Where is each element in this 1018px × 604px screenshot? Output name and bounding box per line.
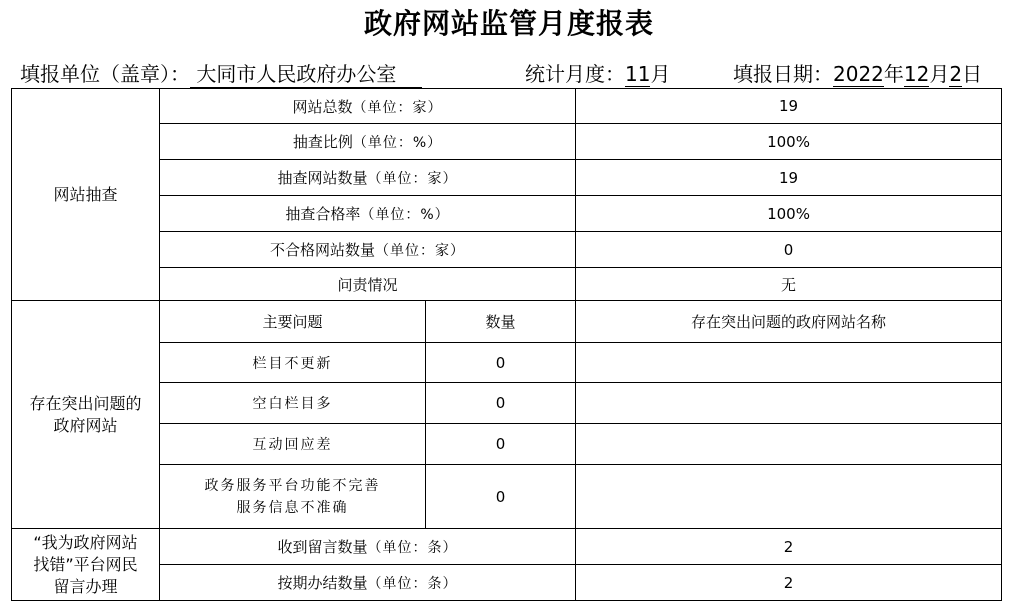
month-value: 11 [625,62,651,86]
group-spot-check: 网站抽查 [12,89,160,301]
row-value: 19 [576,160,1002,196]
header-names: 存在突出问题的政府网站名称 [576,301,1002,343]
problem-sites [576,424,1002,465]
table-row [12,124,1002,160]
problem-count: 0 [426,343,576,383]
unit-label: 填报单位（盖章）： [20,62,190,86]
row-value: 2 [576,565,1002,601]
date-day: 2 [949,62,963,86]
table-row [12,268,1002,301]
table-row [12,301,1002,343]
group-issues: 存在突出问题的 政府网站 [12,301,160,529]
row-value: 2 [576,529,1002,565]
date-year: 2022 [833,62,884,86]
date-label: 填报日期： [733,62,833,86]
date-year-suffix: 年 [883,62,904,86]
table-row [12,196,1002,232]
report-meta [20,58,1005,88]
page-title: 政府网站监管月度报表 [363,7,654,40]
table-row [12,89,1002,124]
problem-label: 栏目不更新 [160,343,426,383]
header-count: 数量 [426,301,576,343]
table-row [12,232,1002,268]
table-row [12,383,1002,424]
row-label: 抽查网站数量（单位：家） [160,160,576,196]
report-date [733,58,982,87]
row-value: 0 [576,232,1002,268]
report-table [11,88,1002,601]
row-value: 100% [576,196,1002,232]
problem-label: 空白栏目多 [160,383,426,424]
problem-label: 政务服务平台功能不完善 服务信息不准确 [160,465,426,529]
statistic-month [525,58,670,87]
row-label: 抽查比例（单位：%） [160,124,576,160]
problem-count: 0 [426,424,576,465]
date-month-suffix: 月 [929,62,950,86]
problem-count: 0 [426,465,576,529]
unit-value: 大同市人民政府办公室 [190,58,422,88]
header-problem: 主要问题 [160,301,426,343]
table-row [12,565,1002,601]
date-day-suffix: 日 [962,62,983,86]
row-label: 抽查合格率（单位：%） [160,196,576,232]
table-row [12,160,1002,196]
row-label: 问责情况 [160,268,576,301]
problem-label: 互动回应差 [160,424,426,465]
problem-count: 0 [426,383,576,424]
month-label: 统计月度： [525,62,625,86]
date-month: 12 [903,62,930,86]
row-value: 无 [576,268,1002,301]
reporting-unit [20,58,422,88]
group-messages: “我为政府网站 找错”平台网民 留言办理 [12,529,160,601]
row-label: 不合格网站数量（单位：家） [160,232,576,268]
row-value: 100% [576,124,1002,160]
row-label: 网站总数（单位：家） [160,89,576,124]
problem-sites [576,465,1002,529]
table-row [12,465,1002,529]
table-row [12,343,1002,383]
row-value: 19 [576,89,1002,124]
row-label: 收到留言数量（单位：条） [160,529,576,565]
table-row [12,529,1002,565]
row-label: 按期办结数量（单位：条） [160,565,576,601]
problem-sites [576,343,1002,383]
problem-sites [576,383,1002,424]
month-suffix: 月 [650,62,671,86]
table-row [12,424,1002,465]
